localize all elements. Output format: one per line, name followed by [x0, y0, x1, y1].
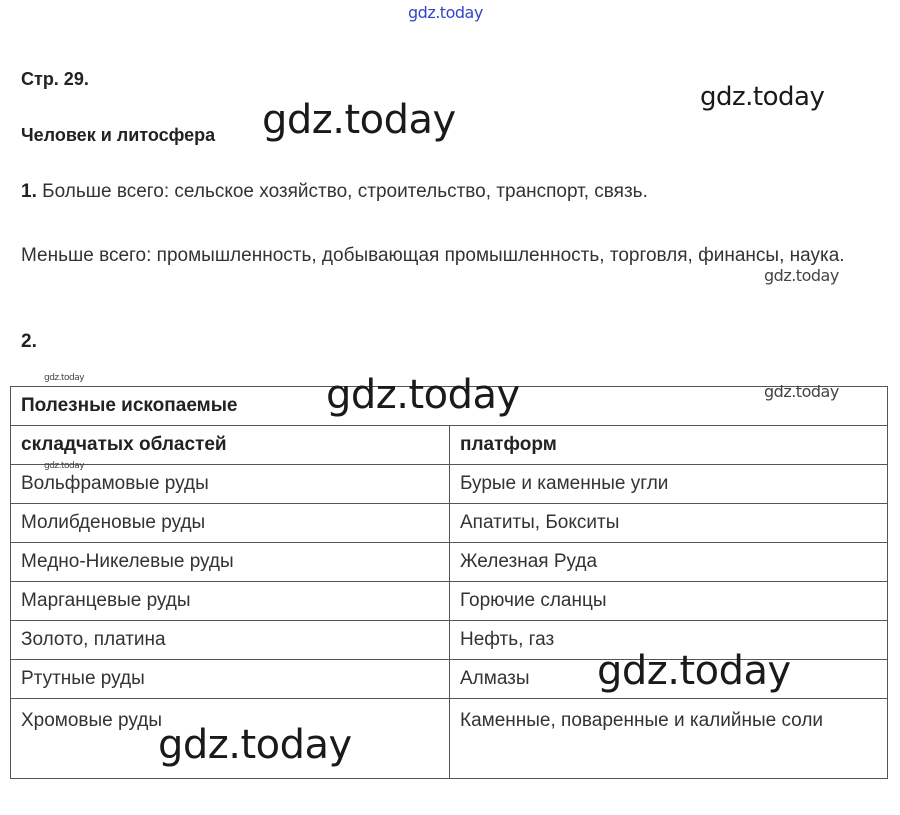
column-header-platforms: платформ	[450, 426, 888, 465]
watermark: gdz.today	[700, 82, 825, 112]
table-row	[11, 465, 888, 504]
column-header-folded-areas: складчатых областей	[11, 426, 450, 465]
watermark: gdz.today	[764, 266, 839, 285]
table-cell-folded: Золото, платина	[11, 621, 450, 660]
table-cell-folded: Вольфрамовые руды	[11, 465, 450, 504]
answer-1-number: 1.	[21, 181, 37, 202]
table-row	[11, 699, 888, 779]
table-cell-folded: Молибденовые руды	[11, 504, 450, 543]
table-cell-folded: Медно-Никелевые руды	[11, 543, 450, 582]
table-cell-platform: Горючие сланцы	[450, 582, 888, 621]
watermark: gdz.today	[326, 372, 520, 418]
table-cell-platform: Алмазы	[450, 660, 888, 699]
watermark: gdz.today	[262, 97, 456, 143]
table-cell-platform: Нефть, газ	[450, 621, 888, 660]
watermark: gdz.today	[158, 722, 352, 768]
minerals-table	[10, 386, 888, 779]
table-row	[11, 582, 888, 621]
table-cell-platform: Каменные, поваренные и калийные соли	[450, 699, 888, 779]
watermark: gdz.today	[44, 373, 85, 383]
table-cell-platform: Бурые и каменные угли	[450, 465, 888, 504]
answer-2-number: 2.	[21, 331, 37, 352]
table-title-row	[11, 387, 888, 426]
table-cell-folded: Ртутные руды	[11, 660, 450, 699]
table-cell-folded: Хромовые руды	[11, 699, 450, 779]
watermark: gdz.today	[44, 461, 85, 471]
page-heading: Стр. 29.	[21, 69, 89, 89]
answer-1-more	[21, 181, 648, 203]
answer-1-less: Меньше всего: промышленность, добывающая промышленность, торговля, финансы, наука.	[21, 245, 845, 266]
table-row	[11, 543, 888, 582]
table-header-row	[11, 426, 888, 465]
table-row	[11, 621, 888, 660]
table-cell-platform: Апатиты, Бокситы	[450, 504, 888, 543]
table-title: Полезные ископаемые	[11, 387, 888, 426]
watermark: gdz.today	[408, 3, 483, 22]
watermark: gdz.today	[764, 382, 839, 401]
section-title: Человек и литосфера	[21, 125, 216, 145]
answer-1-more-text: Больше всего: сельское хозяйство, строительство, транспорт, связь.	[42, 181, 648, 202]
table-row	[11, 660, 888, 699]
table-row	[11, 504, 888, 543]
table-cell-platform: Железная Руда	[450, 543, 888, 582]
watermark: gdz.today	[597, 648, 791, 694]
table-cell-folded: Марганцевые руды	[11, 582, 450, 621]
